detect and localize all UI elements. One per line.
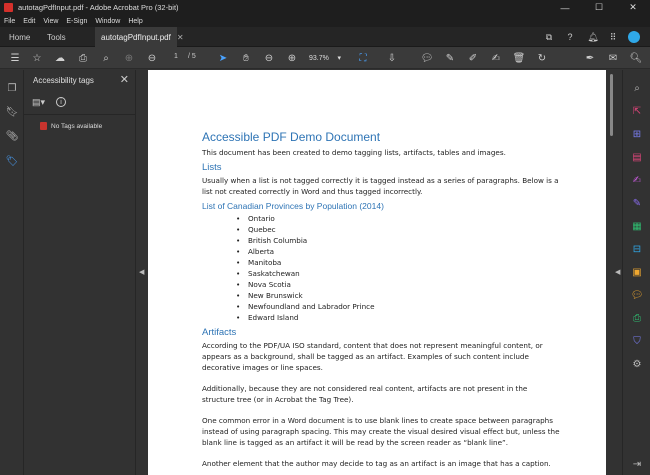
tab-tools[interactable]: Tools — [47, 32, 66, 42]
collapse-right-panel-icon[interactable]: ◀ — [615, 269, 621, 276]
more-tools-icon[interactable]: ⚙ — [632, 358, 642, 370]
list-item: • Edward Island — [248, 312, 562, 323]
expand-tools-pane-icon[interactable]: ⇥ — [632, 458, 642, 470]
protect-shield-icon[interactable]: ⛉ — [633, 335, 641, 347]
pdf-page — [202, 130, 562, 469]
list-item: • British Columbia — [248, 235, 562, 246]
main-toolbar — [0, 47, 650, 69]
lists-heading: Lists — [202, 162, 222, 173]
doc-intro: This document has been created to demo tagging lists, artifacts, tables and images. — [202, 148, 506, 157]
select-arrow-icon[interactable]: ➤ — [218, 52, 228, 64]
no-tags-item — [40, 122, 102, 130]
pages-thumbnail-icon[interactable]: ❐ — [7, 82, 17, 94]
info-icon[interactable]: i — [56, 97, 66, 107]
list-item: • Saskatchewan — [248, 268, 562, 279]
accessibility-tags-panel — [24, 70, 136, 475]
zoom-level-value: 93.7% — [309, 54, 329, 62]
collapse-left-panel-icon[interactable]: ◀ — [139, 269, 145, 276]
menu-file[interactable]: File — [4, 17, 16, 25]
scrollbar-thumb[interactable] — [610, 74, 613, 136]
window-title: autotagPdfInput.pdf - Adobe Acrobat Pro (32-bit) — [18, 3, 179, 12]
share-screen-icon[interactable]: ⧉ — [545, 31, 553, 42]
menu-window[interactable]: Window — [95, 17, 121, 25]
page-total: / 5 — [188, 53, 196, 60]
scan-ocr-icon[interactable]: ▣ — [632, 266, 642, 278]
scroll-mode-icon[interactable]: ⇩ — [387, 52, 397, 64]
zoom-in-icon[interactable]: ⊕ — [287, 52, 297, 64]
doc-title: Accessible PDF Demo Document — [202, 130, 381, 144]
no-tags-label: No Tags available — [51, 122, 103, 130]
panel-divider — [24, 114, 136, 115]
delete-icon[interactable]: 🗑︎ — [512, 52, 526, 64]
page-down-icon[interactable]: ⊖ — [147, 52, 157, 64]
tab-home[interactable]: Home — [9, 32, 31, 42]
artifacts-paragraph-3: One common error in a Word document is to use blank lines to create space between paragraphs instead of using paragraph spacing. This may create the visual desired visual effect but, unless the blank line is tagged as an artifact it will be read by the screen reader as “blank line”. — [202, 416, 560, 447]
menu-bar — [0, 15, 650, 27]
tags-icon[interactable]: 🏷︎ — [5, 155, 19, 167]
compress-pdf-icon[interactable]: ⊟ — [632, 243, 642, 255]
create-pdf-icon[interactable]: ⊞ — [632, 128, 642, 140]
organize-pages-icon[interactable]: ▦ — [632, 220, 642, 232]
list-item: • Nova Scotia — [248, 279, 562, 290]
bookmarks-icon[interactable]: 🔖︎ — [5, 106, 19, 118]
attachments-paperclip-icon[interactable]: 📎︎ — [5, 130, 19, 142]
tab-document[interactable] — [95, 27, 184, 47]
document-view[interactable] — [148, 70, 606, 475]
edit-pdf-icon[interactable]: ▤ — [632, 151, 642, 163]
list-item: • Alberta — [248, 246, 562, 257]
tab-document-label: autotagPdfInput.pdf — [101, 32, 171, 42]
artifacts-paragraph-2: Additionally, because they are not considered real content, artifacts are not present in the structure tree (or in Acrobat the Tag Tree). — [202, 384, 528, 404]
maximize-icon[interactable]: ☐ — [594, 2, 604, 12]
provinces-heading: List of Canadian Provinces by Population (2014) — [202, 201, 384, 211]
right-tools-rail — [622, 70, 650, 475]
options-menu-icon[interactable]: ▤▾ — [32, 97, 46, 107]
chevron-down-icon: ▾ — [337, 55, 341, 62]
menu-hamburger-icon[interactable]: ☰ — [10, 52, 20, 64]
artifacts-heading: Artifacts — [202, 327, 237, 338]
request-signature-icon[interactable]: ✍︎ — [632, 174, 642, 186]
find-text-icon[interactable]: 🔍︎ — [629, 52, 643, 64]
draw-icon[interactable]: ✐ — [468, 52, 478, 64]
export-pdf-icon[interactable]: ⇱ — [632, 105, 642, 117]
upload-cloud-icon[interactable]: ☁ — [55, 52, 65, 64]
highlight-pen-icon[interactable]: ✎ — [445, 52, 455, 64]
email-icon[interactable]: ✉ — [608, 52, 618, 64]
lists-paragraph: Usually when a list is not tagged correctly it is tagged instead as a series of paragraphs. Below is a list not created correctly in Word and thus tagged incorrectly. — [202, 176, 559, 196]
edit-text-icon[interactable]: ✍︎ — [491, 52, 501, 64]
artifacts-paragraph-1: According to the PDF/UA ISO standard, content that does not represent meaningful content, or appears as a background, shall be tagged as an artifact. Examples of such content include decorative images or line spaces. — [202, 341, 543, 372]
close-tab-icon[interactable]: ✕ — [176, 32, 184, 42]
provinces-list — [248, 213, 562, 323]
print-production-icon[interactable]: ⎙ — [633, 312, 641, 324]
close-window-icon[interactable]: ✕ — [629, 2, 637, 12]
list-item: • Quebec — [248, 224, 562, 235]
zoom-level-select[interactable] — [306, 52, 344, 64]
comment-icon[interactable]: 💬︎ — [420, 52, 434, 64]
pdf-file-icon — [40, 122, 47, 130]
comment-tool-icon[interactable]: 💬︎ — [630, 289, 644, 301]
bookmark-star-icon[interactable]: ☆ — [32, 52, 42, 64]
list-item: • Ontario — [248, 213, 562, 224]
search-tools-icon[interactable]: ⌕ — [634, 82, 640, 94]
list-item: • Manitoba — [248, 257, 562, 268]
fill-sign-icon[interactable]: ✎ — [632, 197, 642, 209]
acrobat-logo-icon — [4, 3, 13, 12]
current-page-input[interactable]: 1 — [174, 53, 178, 60]
menu-view[interactable]: View — [43, 17, 59, 25]
help-icon[interactable]: ? — [567, 32, 573, 42]
search-icon[interactable]: ⌕ — [103, 52, 109, 64]
left-navigation-rail — [0, 70, 24, 475]
menu-help[interactable]: Help — [128, 17, 143, 25]
menu-esign[interactable]: E-Sign — [66, 17, 88, 25]
list-item: • Newfoundland and Labrador Prince — [248, 301, 562, 312]
rotate-icon[interactable]: ↻ — [537, 52, 547, 64]
page-up-icon[interactable]: ⊕ — [124, 52, 134, 64]
menu-edit[interactable]: Edit — [23, 17, 36, 25]
close-panel-icon[interactable]: ✕ — [119, 74, 129, 86]
print-icon[interactable]: ⎙ — [79, 52, 87, 64]
notification-bell-icon[interactable]: 🔔︎ — [587, 31, 599, 42]
hand-tool-icon[interactable]: ✋︎ — [243, 52, 249, 64]
list-item: • New Brunswick — [248, 290, 562, 301]
artifacts-paragraph-4: Another element that the author may decide to tag as an artifact is an image that has a caption. — [202, 459, 551, 468]
avatar[interactable] — [628, 31, 640, 43]
apps-grid-icon[interactable]: ⠿ — [609, 31, 617, 42]
fit-page-icon[interactable]: ⛶ — [359, 52, 367, 64]
minimize-icon[interactable]: — — [560, 2, 570, 13]
sign-icon[interactable]: ✒ — [585, 52, 595, 64]
panel-title: Accessibility tags — [33, 76, 94, 85]
zoom-out-icon[interactable]: ⊖ — [264, 52, 274, 64]
